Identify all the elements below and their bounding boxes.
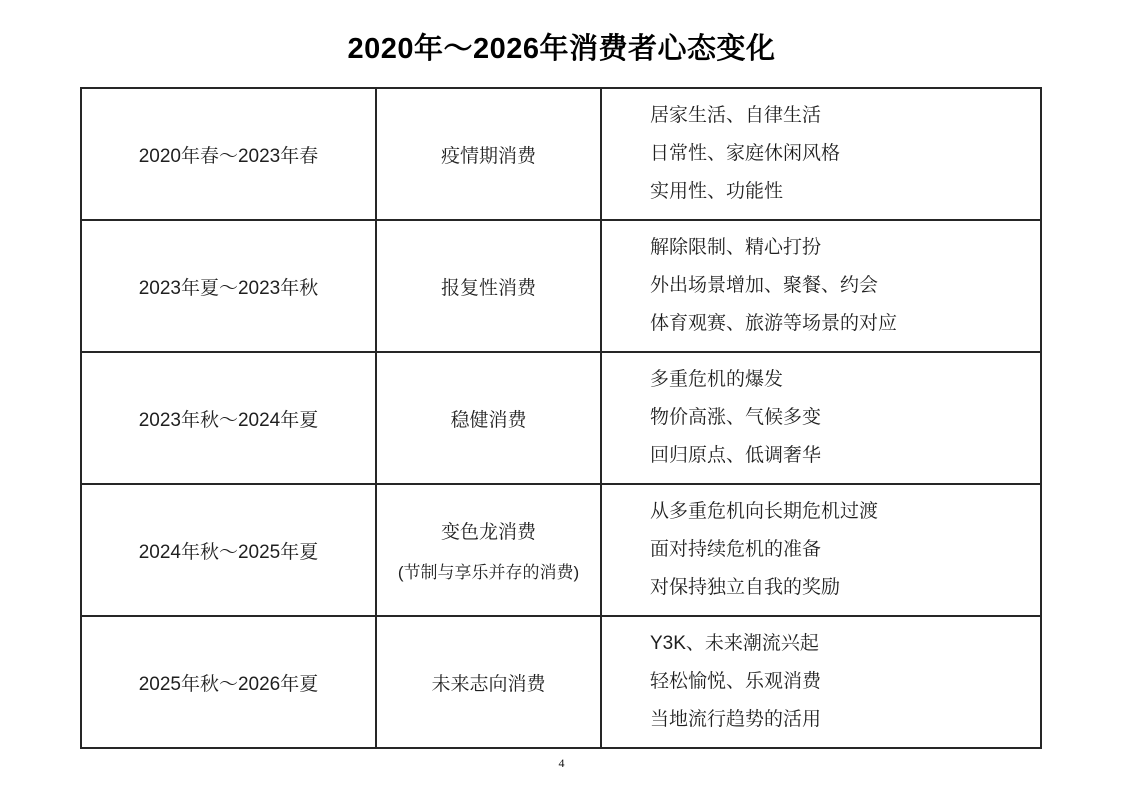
- period-cell: 2025年秋～2026年夏: [81, 616, 376, 748]
- type-label: 疫情期消费: [440, 145, 536, 167]
- detail-line: 轻松愉悦、乐观消费: [650, 671, 822, 692]
- table-row: [81, 220, 1041, 352]
- type-cell: [376, 88, 601, 220]
- table-row: [81, 616, 1041, 748]
- details-cell: [601, 220, 1041, 352]
- type-label: 变色龙消费: [440, 522, 536, 543]
- type-label: 稳健消费: [450, 409, 527, 431]
- type-cell: [376, 484, 601, 616]
- type-cell: [376, 220, 601, 352]
- type-cell: [376, 616, 601, 748]
- details-cell: [601, 484, 1041, 616]
- details-cell: [601, 352, 1041, 484]
- type-label: 报复性消费: [440, 277, 536, 299]
- detail-line: Y3K、未来潮流兴起: [650, 633, 819, 654]
- detail-line: 面对持续危机的准备: [650, 539, 822, 560]
- detail-line: 解除限制、精心打扮: [650, 237, 822, 258]
- period-cell: 2024年秋～2025年夏: [81, 484, 376, 616]
- detail-line: 体育观赛、旅游等场景的对应: [650, 313, 898, 334]
- table-row: [81, 88, 1041, 220]
- type-label: 未来志向消费: [431, 673, 546, 695]
- detail-line: 回归原点、低调奢华: [650, 445, 822, 466]
- detail-line: 实用性、功能性: [650, 181, 784, 202]
- table-row: [81, 484, 1041, 616]
- detail-line: 从多重危机向长期危机过渡: [650, 501, 879, 522]
- detail-line: 当地流行趋势的活用: [650, 709, 822, 730]
- detail-line: 日常性、家庭休闲风格: [650, 143, 841, 164]
- type-note: (节制与享乐并存的消费): [397, 563, 580, 582]
- period-cell: 2023年秋～2024年夏: [81, 352, 376, 484]
- type-cell: [376, 352, 601, 484]
- page-title: 2020年～2026年消费者心态变化: [347, 33, 776, 65]
- page-number: 4: [558, 756, 565, 770]
- details-cell: [601, 616, 1041, 748]
- detail-line: 物价高涨、气候多变: [650, 407, 822, 428]
- period-cell: 2020年春～2023年春: [81, 88, 376, 220]
- detail-line: 多重危机的爆发: [650, 369, 784, 390]
- details-cell: [601, 88, 1041, 220]
- detail-line: 外出场景增加、聚餐、约会: [650, 275, 879, 296]
- detail-line: 居家生活、自律生活: [650, 105, 822, 126]
- detail-line: 对保持独立自我的奖励: [650, 577, 841, 598]
- table-row: [81, 352, 1041, 484]
- period-cell: 2023年夏～2023年秋: [81, 220, 376, 352]
- consumer-mindset-table: [80, 87, 1042, 749]
